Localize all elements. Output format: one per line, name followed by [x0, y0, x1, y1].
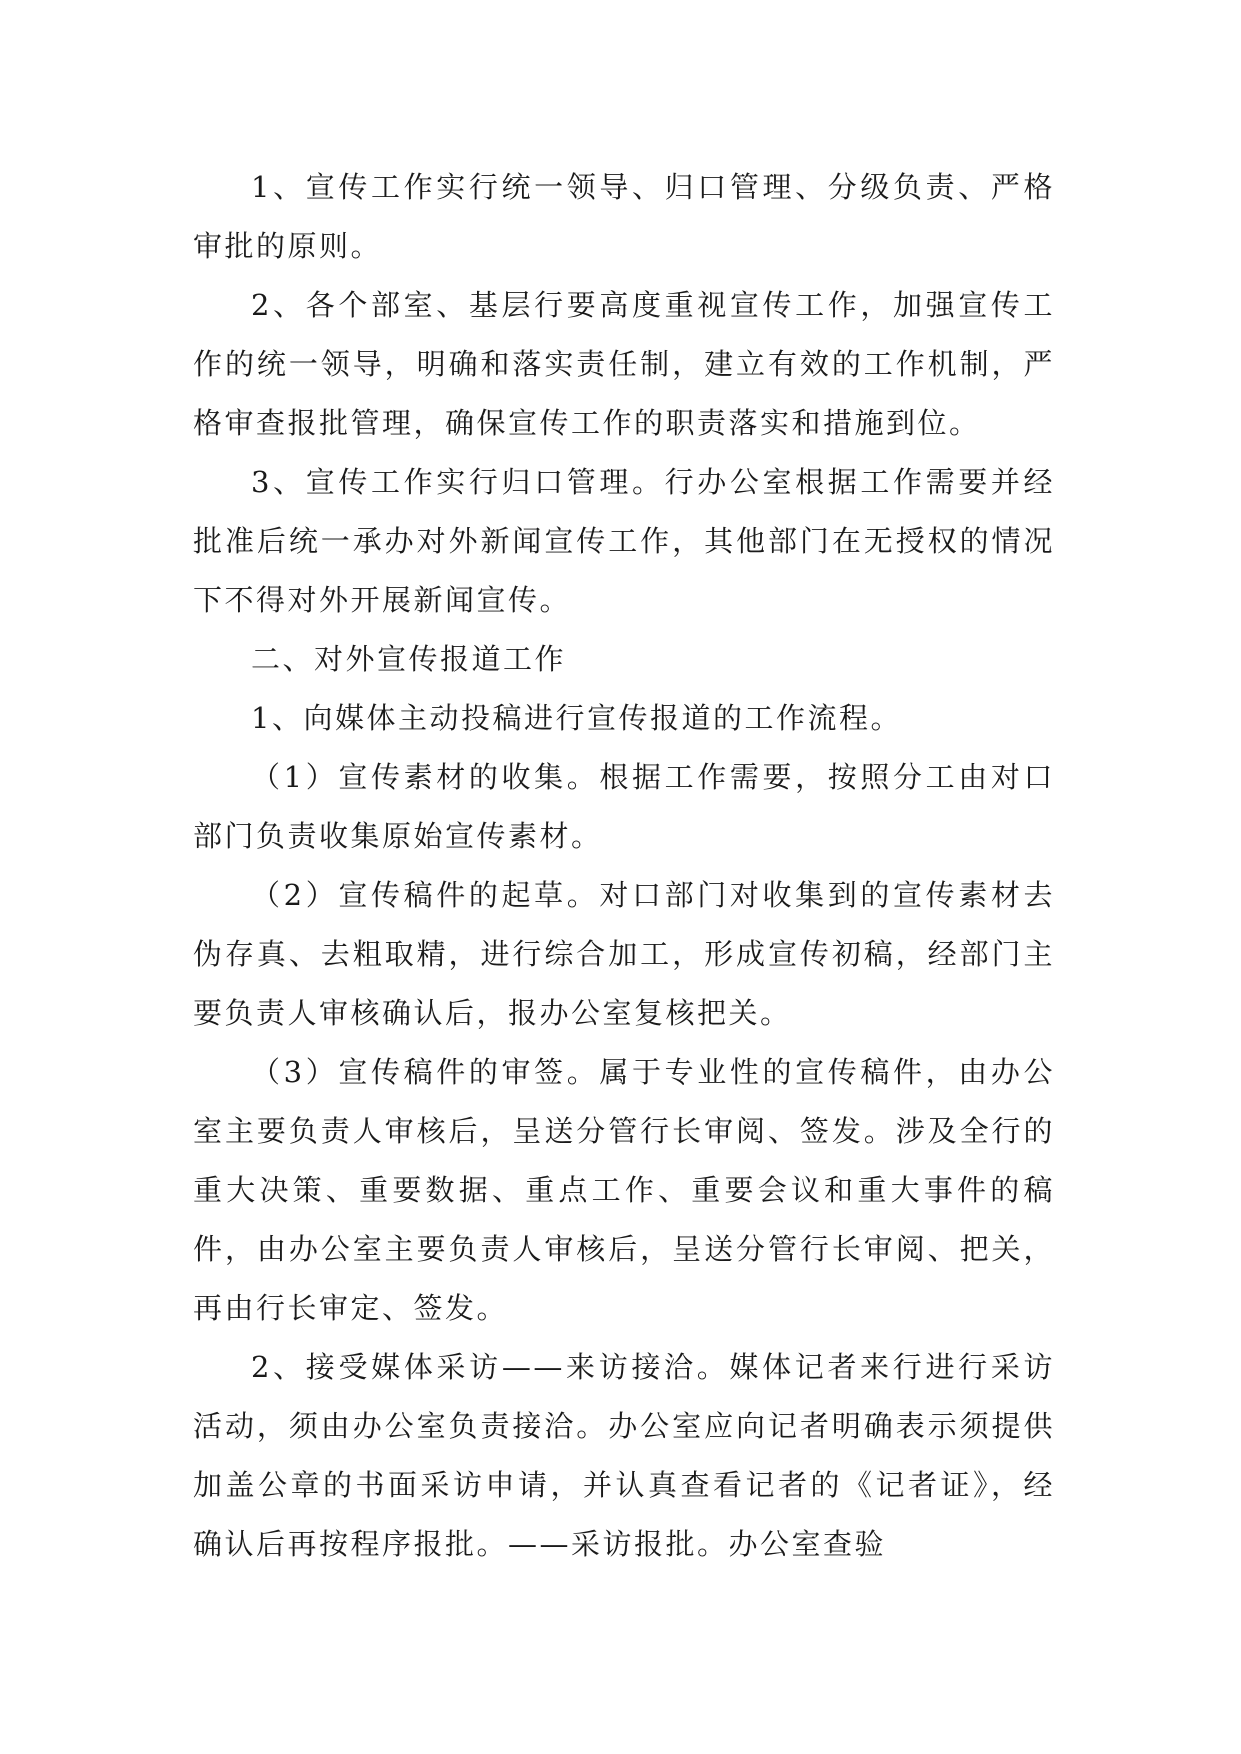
- section-heading-external-publicity: 二、对外宣传报道工作: [251, 642, 567, 676]
- paragraph-centralized-management: 3、宣传工作实行归口管理。行办公室根据工作需要并经批准后统一承办对外新闻宣传工作，其他部门在无授权的情况下不得对外开展新闻宣传。: [193, 465, 1055, 617]
- paragraph-draft-approval: （3）宣传稿件的审签。属于专业性的宣传稿件，由办公室主要负责人审核后，呈送分管行长审阅、签发。涉及全行的重大决策、重要数据、重点工作、重要会议和重大事件的稿件，由办公室主要负责人审核后，呈送分管行长审阅、把关，再由行长审定、签发。: [193, 1055, 1055, 1325]
- paragraph-draft-writing: （2）宣传稿件的起草。对口部门对收集到的宣传素材去伪存真、去粗取精，进行综合加工，形成宣传初稿，经部门主要负责人审核确认后，报办公室复核把关。: [193, 878, 1055, 1030]
- paragraph-responsibility: 2、各个部室、基层行要高度重视宣传工作，加强宣传工作的统一领导，明确和落实责任制，建立有效的工作机制，严格审查报批管理，确保宣传工作的职责落实和措施到位。: [193, 288, 1055, 440]
- document-body: [193, 158, 1055, 1574]
- paragraph-material-collection: （1）宣传素材的收集。根据工作需要，按照分工由对口部门负责收集原始宣传素材。: [193, 760, 1055, 853]
- paragraph-media-interview: 2、接受媒体采访——来访接洽。媒体记者来行进行采访活动，须由办公室负责接洽。办公室应向记者明确表示须提供加盖公章的书面采访申请，并认真查看记者的《记者证》，经确认后再按程序报批。——采访报批。办公室查验: [193, 1350, 1055, 1561]
- paragraph-submission-workflow: 1、向媒体主动投稿进行宣传报道的工作流程。: [251, 701, 902, 735]
- paragraph-principle: 1、宣传工作实行统一领导、归口管理、分级负责、严格审批的原则。: [193, 170, 1055, 263]
